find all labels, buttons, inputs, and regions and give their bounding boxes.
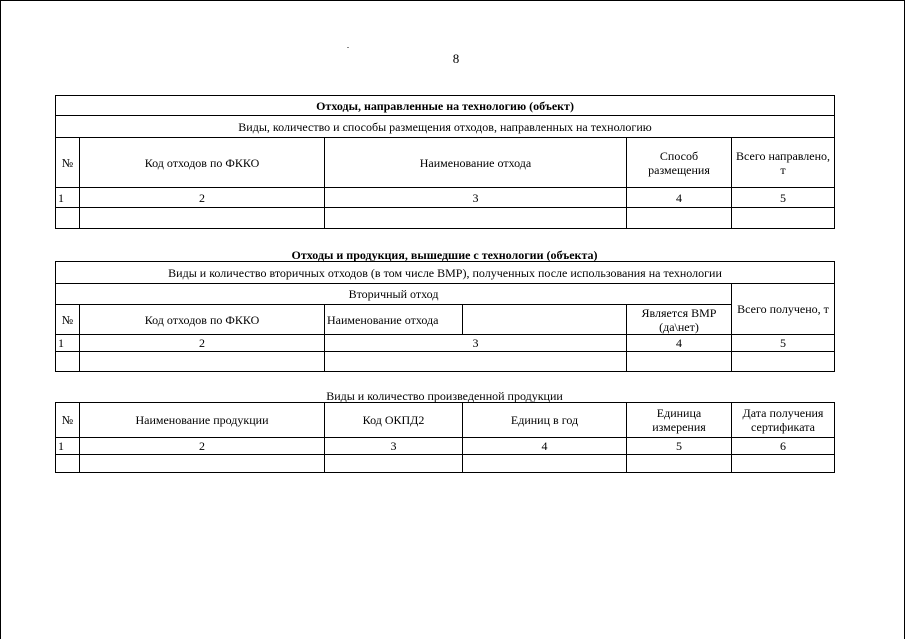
table2-colnum-3: 3 [325,335,627,352]
table3-colnum-1: 1 [56,438,80,455]
table2-header-total-received: Всего получено, т [732,284,835,335]
table1-empty-cell [325,208,627,229]
table-waste-from-technology [55,261,835,372]
table3-empty-cell [627,455,732,473]
table3-caption: Виды и количество произведенной продукции [326,389,563,403]
table1-header-total-sent: Всего направлено, т [732,138,835,188]
table2-colnum-2: 2 [80,335,325,352]
table2-caption: Отходы и продукция, вышедшие с технологии (объекта) [291,248,598,262]
table1-title: Отходы, направленные на технологию (объект) [56,96,835,116]
scan-speck [347,47,349,48]
table3-header-unit-of-measure: Единица измерения [627,403,732,438]
table3-empty-cell [463,455,627,473]
table3-header-product-name: Наименование продукции [80,403,325,438]
table3-colnum-5: 5 [627,438,732,455]
table2-header-waste-name: Наименование отхода [325,305,463,335]
table3-colnum-2: 2 [80,438,325,455]
table3-header-no: № [56,403,80,438]
page-number: 8 [452,51,460,66]
table1-empty-cell [627,208,732,229]
table2-colnum-5: 5 [732,335,835,352]
table1-colnum-2: 2 [80,188,325,208]
table1-empty-cell [732,208,835,229]
table1-empty-row [56,208,835,229]
table1-colnum-1: 1 [56,188,80,208]
table2-empty-cell [325,352,627,372]
table3-empty-cell [56,455,80,473]
table2-empty-cell [627,352,732,372]
table3-empty-cell [732,455,835,473]
table3-empty-cell [325,455,463,473]
table1-header-fkko-code: Код отходов по ФККО [80,138,325,188]
table3-header-certificate-date: Дата получения сертификата [732,403,835,438]
table3-empty-row [56,455,835,473]
table2-subtitle: Виды и количество вторичных отходов (в том числе ВМР), полученных после использования на технологии [56,262,835,284]
table2-colnum-4: 4 [627,335,732,352]
table1-subtitle: Виды, количество и способы размещения отходов, направленных на технологию [56,116,835,138]
table2-header-fkko-code: Код отходов по ФККО [80,305,325,335]
table3-colnum-4: 4 [463,438,627,455]
table3-header-units-per-year: Единиц в год [463,403,627,438]
table2-empty-cell [56,352,80,372]
table1-empty-cell [56,208,80,229]
table1-header-placement-method: Способ размещения [627,138,732,188]
table1-colnum-3: 3 [325,188,627,208]
table2-empty-row [56,352,835,372]
table2-empty-cell [80,352,325,372]
table2-header-blank [463,305,627,335]
table2-colnum-1: 1 [56,335,80,352]
table1-empty-cell [80,208,325,229]
table2-group-header: Вторичный отход [56,284,732,305]
table1-header-no: № [56,138,80,188]
table-waste-to-technology [55,95,835,229]
table1-colnum-4: 4 [627,188,732,208]
table3-colnum-6: 6 [732,438,835,455]
table2-header-is-vmr: Является ВМР (да\нет) [627,305,732,335]
table3-empty-cell [80,455,325,473]
table3-header-okpd2-code: Код ОКПД2 [325,403,463,438]
table2-empty-cell [732,352,835,372]
table2-header-no: № [56,305,80,335]
table1-header-waste-name: Наименование отхода [325,138,627,188]
table3-colnum-3: 3 [325,438,463,455]
table-produced-products [55,402,835,473]
table1-colnum-5: 5 [732,188,835,208]
